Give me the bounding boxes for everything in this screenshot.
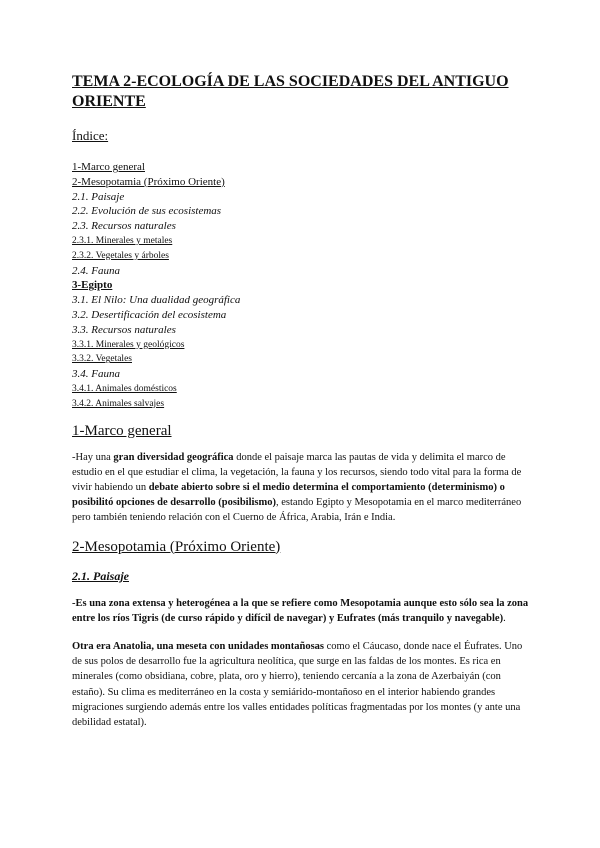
section-1-heading: 1-Marco general xyxy=(72,422,172,439)
toc-entry[interactable]: 3.3.1. Minerales y geológicos xyxy=(72,339,185,350)
toc-entry[interactable]: 3.1. El Nilo: Una dualidad geográfica xyxy=(72,294,241,307)
toc-entry[interactable]: 3.3.2. Vegetales xyxy=(72,354,132,365)
toc-entry[interactable]: 3.4. Fauna xyxy=(72,368,120,381)
document-page xyxy=(72,72,532,730)
table-of-contents xyxy=(72,160,532,412)
text-run: . xyxy=(503,612,506,624)
text-run: donde el paisaje marca las pautas de vida y delimita el marco de estudio en el que estudiar el clima, la vegetación, la fauna y los recursos, siendo todo vital para la forma de vivir habiendo un xyxy=(72,451,522,493)
section-2-paragraph-1 xyxy=(72,596,532,626)
toc-entry[interactable]: 3.4.1. Animales domésticos xyxy=(72,383,177,394)
text-run: como el Cáucaso, donde nace el Éufrates. Uno de sus polos de desarrollo fue la agricultura neolítica, que surge en las faldas de los montes. Es rica en minerales (como obsidiana, cobre, plata, oro y hierro), teniendo cercanía a la zona de Azerbaiyán (con estaño). Su clima es mediterráneo en la costa y semiárido-montañoso en el interior habiendo grandes migraciones surgiendo además entre los valles entidades políticas fragmentadas por los montes (y ante una debilidad estatal). xyxy=(72,640,523,728)
bold-run: -Es una zona extensa y heterogénea a la que se refiere como Mesopotamia aunque esto sólo sea la zona entre los ríos Tigris (de curso rápido y difícil de navegar) y Eufrates (más tranquilo y navegable) xyxy=(72,597,529,624)
toc-entry[interactable]: 2.3.2. Vegetales y árboles xyxy=(72,250,169,261)
bold-run: debate abierto sobre si el medio determina el comportamiento (determinismo) o posibilitó opciones de desarrollo (posibilismo) xyxy=(72,481,505,509)
toc-entry[interactable]: 1-Marco general xyxy=(72,161,145,173)
toc-entry[interactable]: 2.3. Recursos naturales xyxy=(72,220,176,233)
toc-entry[interactable]: 3.3. Recursos naturales xyxy=(72,323,176,336)
section-2-paragraph-2 xyxy=(72,639,532,730)
toc-entry[interactable]: 3-Egipto xyxy=(72,279,113,292)
toc-entry[interactable]: 3.2. Desertificación del ecosistema xyxy=(72,308,227,321)
toc-entry[interactable]: 2.3.1. Minerales y metales xyxy=(72,235,173,246)
toc-entry[interactable]: 2.1. Paisaje xyxy=(72,190,125,203)
toc-entry[interactable]: 2.2. Evolución de sus ecosistemas xyxy=(72,205,222,218)
bold-run: gran diversidad geográfica xyxy=(113,451,234,463)
toc-entry[interactable]: 3.4.2. Animales salvajes xyxy=(72,398,165,409)
document-title: TEMA 2-ECOLOGÍA DE LAS SOCIEDADES DEL ANTIGUO ORIENTE xyxy=(72,73,509,110)
toc-entry[interactable]: 2-Mesopotamia (Próximo Oriente) xyxy=(72,175,225,188)
section-1-paragraph xyxy=(72,450,532,526)
text-run: -Hay una xyxy=(72,451,114,463)
subsection-2-1-heading: 2.1. Paisaje xyxy=(72,568,129,583)
toc-entry[interactable]: 2.4. Fauna xyxy=(72,264,120,277)
text-run: , estando Egipto y Mesopotamia en el marco mediterráneo pero también teniendo relación con el Cuerno de África, Arabia, Irán e India. xyxy=(72,497,522,524)
section-2-heading: 2-Mesopotamia (Próximo Oriente) xyxy=(72,538,281,555)
index-label: Índice: xyxy=(72,128,109,143)
bold-run: Otra era Anatolia, una meseta con unidades montañosas xyxy=(72,640,325,652)
